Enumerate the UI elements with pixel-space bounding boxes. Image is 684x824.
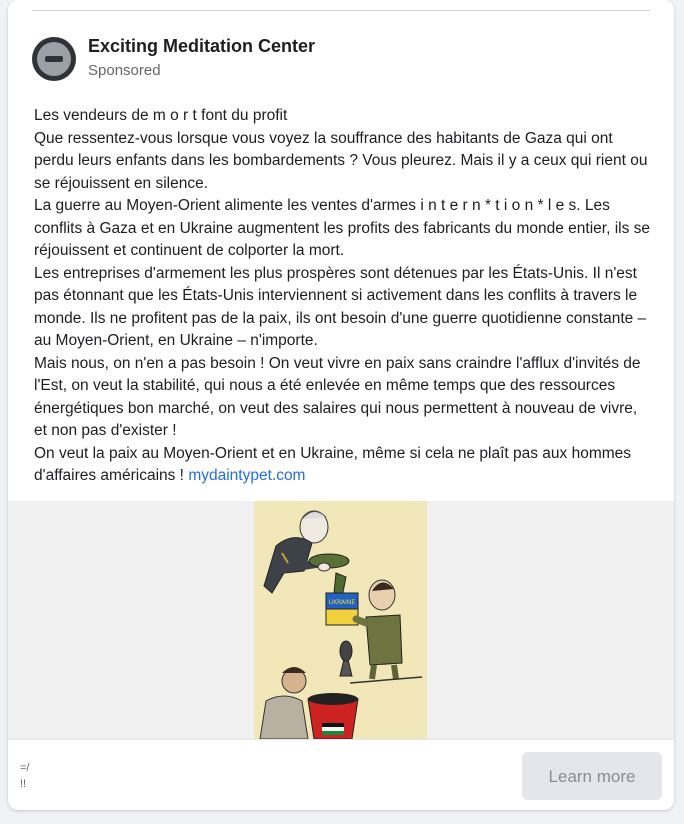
post-media[interactable] [8, 501, 674, 739]
post-paragraph: Les vendeurs de m o r t font du profit [34, 107, 288, 124]
learn-more-button[interactable]: Learn more [522, 752, 662, 800]
post-paragraph: Les entreprises d'armement les plus prospères sont détenues par les États-Unis. Il n'est pas étonnant que les États-Unis interviennent si activement dans les conflits à travers le monde. Ils ne profitent pas de la paix, ils ont besoin d'une guerre quotidienne constante –au Moyen-Orient, en Ukraine – n'importe. [34, 264, 647, 349]
post-paragraph-text: On veut la paix au Moyen-Orient et en Ukraine, même si cela ne plaît pas aux hommes d'affaires américains ! [34, 444, 632, 484]
post-paragraph: La guerre au Moyen-Orient alimente les ventes d'armes i n t e r n * t i o n * l e s. Les conflits à Gaza et en Ukraine augmentent les profits des fabricants du monde entier, ils se réjouissent et continuent de colporter la mort. [34, 197, 651, 259]
page-name[interactable]: Exciting Meditation Center [88, 36, 316, 56]
sponsored-label[interactable]: Sponsored [88, 62, 161, 79]
cartoon-box-label: UKRAINE [328, 599, 356, 606]
footer-meta-line: =/ [20, 762, 30, 774]
footer-meta [20, 760, 29, 792]
cartoon-image[interactable] [254, 501, 427, 739]
post-paragraph: Mais nous, on n'en a pas besoin ! On veut vivre en paix sans craindre l'afflux d'invités de l'Est, on veut la stabilité, qui nous a été enlevée en même temps que des ressources énergétiques bon marché, on veut des salaires qui nous permettent à nouveau de vivre, et non pas d'exister ! [34, 354, 641, 439]
post-link[interactable]: mydaintypet.com [188, 467, 306, 484]
sponsored-post-card [8, 0, 674, 810]
stop-sign-icon[interactable] [32, 37, 76, 81]
post-text [34, 105, 654, 488]
top-divider [32, 10, 650, 11]
cartoon-illustration [254, 501, 427, 739]
footer-divider [8, 739, 674, 740]
post-paragraph: Que ressentez-vous lorsque vous voyez la souffrance des habitants de Gaza qui ont perdu leurs enfants dans les bombardements ? Vous pleurez. Mais il y a ceux qui rient ou se réjouissent en silence. [34, 129, 648, 192]
footer-meta-line: !! [20, 778, 27, 790]
post-paragraph [34, 443, 654, 488]
